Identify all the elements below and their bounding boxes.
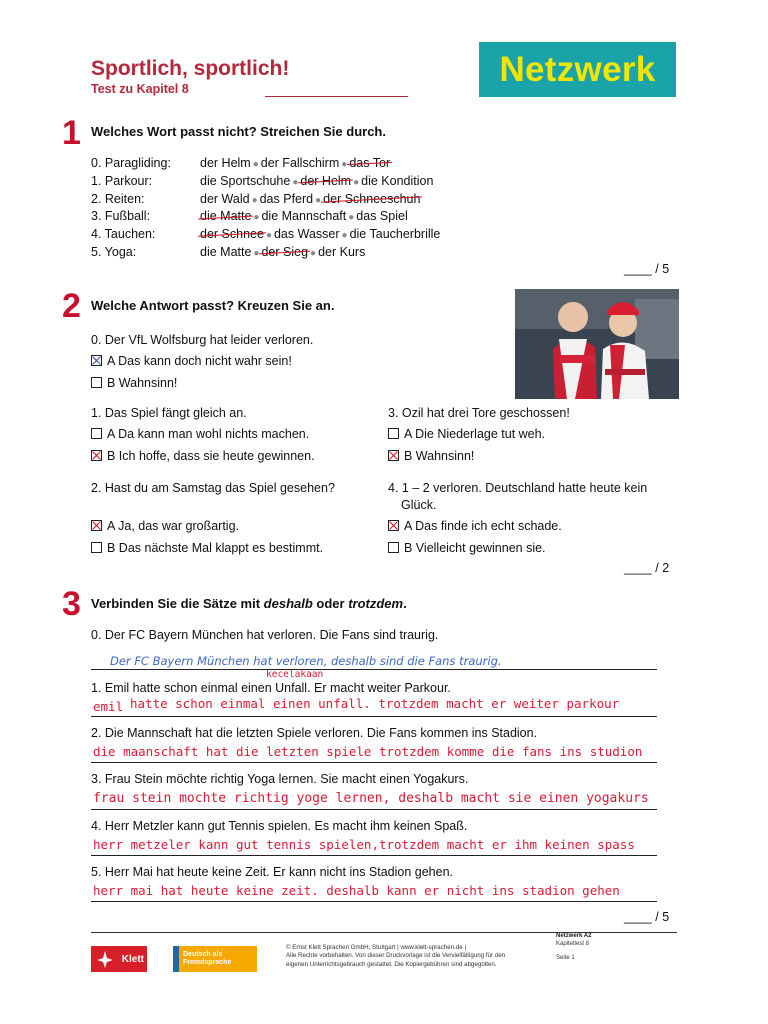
q2-option-a[interactable]: A Ja, das war großartig. <box>91 519 239 533</box>
section-2-heading: Welche Antwort passt? Kreuzen Sie an. <box>91 298 335 313</box>
word-option[interactable]: das Pferd <box>259 191 314 206</box>
sentence-3: 3. Frau Stein möchte richtig Yoga lernen. Sie macht einen Yogakurs. <box>91 772 469 786</box>
answer-1[interactable]: hatte schon einmal einen unfall. trotzdem macht er weiter parkour <box>130 696 620 711</box>
test-name: Kapiteltest 8 <box>556 940 590 947</box>
daf-logo-text: Deutsch als Fremdsprache <box>179 946 257 972</box>
daf-logo <box>173 946 257 972</box>
q2-option-b[interactable]: B Das nächste Mal klappt es bestimmt. <box>91 541 323 555</box>
question-4: 4. 1 – 2 verloren. Deutschland hatte heute kein <box>388 481 648 495</box>
copyright-line-2: Alle Rechte vorbehalten. Von dieser Druckvorlage ist die Vervielfältigung für den <box>286 952 506 960</box>
checkbox-checked[interactable] <box>388 450 399 461</box>
answer-line <box>91 855 657 856</box>
answer-line <box>91 669 657 670</box>
word-option[interactable]: die Mannschaft <box>261 209 347 224</box>
question-2: 2. Hast du am Samstag das Spiel gesehen? <box>91 481 335 495</box>
bullet-icon: ● <box>341 230 348 242</box>
answer-line <box>91 762 657 763</box>
book-name: Netzwerk A2 <box>556 933 592 939</box>
bullet-icon: ● <box>253 212 260 224</box>
answer-4[interactable]: herr metzeler kann gut tennis spielen,trotzdem macht er ihm keinen spass <box>93 837 635 852</box>
struck-word[interactable]: der Sieg <box>261 245 309 259</box>
row-words <box>200 174 433 188</box>
page-subtitle: Test zu Kapitel 8 <box>91 82 189 96</box>
sentence-4: 4. Herr Metzler kann gut Tennis spielen. Es macht ihm keinen Spaß. <box>91 819 468 833</box>
checkbox-checked[interactable] <box>91 355 102 366</box>
section-3-score: ____ / 5 <box>624 910 670 924</box>
bullet-icon: ● <box>292 176 299 188</box>
name-line <box>265 96 408 97</box>
question-3: 3. Ozil hat drei Tore geschossen! <box>388 406 570 420</box>
question-4-cont: Glück. <box>401 498 437 512</box>
section-2-number: 2 <box>62 287 81 325</box>
section-1-number: 1 <box>62 114 81 152</box>
checkbox[interactable] <box>388 542 399 553</box>
q4-option-a[interactable]: A Das finde ich echt schade. <box>388 519 562 533</box>
word-option[interactable]: die Matte <box>200 245 252 259</box>
q3-option-b[interactable]: B Wahnsinn! <box>388 449 474 463</box>
bullet-icon: ● <box>315 194 322 206</box>
klett-logo <box>91 946 147 972</box>
sentence-5: 5. Herr Mai hat heute keine Zeit. Er kann nicht ins Stadion gehen. <box>91 865 454 879</box>
row-label: 5. Yoga: <box>91 245 137 259</box>
word-option[interactable]: das Wasser <box>273 227 340 242</box>
checkbox-checked[interactable] <box>91 450 102 461</box>
word-option[interactable]: der Fallschirm <box>260 156 340 170</box>
section-1-heading: Welches Wort passt nicht? Streichen Sie durch. <box>91 124 386 139</box>
example-option-b[interactable]: B Wahnsinn! <box>91 376 177 390</box>
answer-1-start[interactable]: emil <box>93 699 124 714</box>
bullet-icon: ● <box>251 194 258 206</box>
struck-word[interactable]: der Helm <box>300 173 352 188</box>
word-option[interactable]: der Helm <box>200 156 251 170</box>
bullet-icon: ● <box>353 176 360 188</box>
bullet-icon: ● <box>341 159 348 170</box>
bullet-icon: ● <box>252 159 259 170</box>
answer-line <box>91 901 657 902</box>
checkbox-checked[interactable] <box>388 520 399 531</box>
bullet-icon: ● <box>348 212 355 224</box>
q4-option-b[interactable]: B Vielleicht gewinnen sie. <box>388 541 546 555</box>
struck-word[interactable]: das Tor <box>349 156 391 170</box>
row-words <box>200 192 420 206</box>
fans-photo <box>515 289 679 399</box>
page-number: Seite 1 <box>556 954 575 961</box>
q3-option-a[interactable]: A Die Niederlage tut weh. <box>388 427 545 441</box>
klett-emblem-icon <box>95 949 115 969</box>
struck-word[interactable]: der Schnee <box>200 227 264 242</box>
row-words <box>200 227 440 241</box>
section-3-number: 3 <box>62 585 81 623</box>
checkbox[interactable] <box>91 377 102 388</box>
klett-logo-text: Klett <box>121 953 144 965</box>
row-label: 0. Paragliding: <box>91 156 171 170</box>
row-words <box>200 209 408 223</box>
answer-line <box>91 716 657 717</box>
answer-line <box>91 809 657 810</box>
footer-meta <box>556 933 591 962</box>
answer-2[interactable]: die maanschaft hat die letzten spiele trotzdem komme die fans ins studion <box>93 744 643 759</box>
row-label: 1. Parkour: <box>91 173 153 188</box>
q1-option-a[interactable]: A Da kann man wohl nichts machen. <box>91 427 309 441</box>
copyright-text <box>286 944 536 969</box>
word-option[interactable]: der Wald <box>200 191 250 206</box>
copyright-line-1: © Ernst Klett Sprachen GmbH, Stuttgart | www.klett-sprachen.de | <box>286 944 467 951</box>
sentence-1: 1. Emil hatte schon einmal einen Unfall. Er macht weiter Parkour. <box>91 681 451 695</box>
word-option[interactable]: die Kondition <box>361 173 434 188</box>
bullet-icon: ● <box>265 230 272 242</box>
row-words <box>200 245 365 259</box>
section-1-score: ____ / 5 <box>624 262 670 276</box>
example-answer: Der FC Bayern München hat verloren, deshalb sind die Fans traurig. <box>110 654 502 668</box>
answer-3[interactable]: frau stein mochte richtig yoge lernen, deshalb macht sie einen yogakurs <box>93 791 649 806</box>
page-title: Sportlich, sportlich! <box>91 57 290 80</box>
question-1: 1. Das Spiel fängt gleich an. <box>91 406 247 420</box>
checkbox[interactable] <box>91 428 102 439</box>
struck-word[interactable]: die Matte <box>200 209 252 224</box>
example-option-a[interactable]: A Das kann doch nicht wahr sein! <box>91 354 292 368</box>
word-option[interactable]: die Sportschuhe <box>200 173 291 188</box>
word-option[interactable]: die Taucherbrille <box>349 227 441 242</box>
answer-5[interactable]: herr mai hat heute keine zeit. deshalb kann er nicht ins stadion gehen <box>93 883 620 898</box>
section-3-heading: Verbinden Sie die Sätze mit deshalb oder trotzdem. <box>91 596 407 611</box>
word-option[interactable]: der Kurs <box>318 245 366 259</box>
copyright-line-3: eigenen Unterrichtsgebrauch gestattet. Die Kopiergebühren sind abgegolten. <box>286 960 497 968</box>
netzwerk-logo: Netzwerk <box>479 42 676 97</box>
example-question: 0. Der VfL Wolfsburg hat leider verloren. <box>91 333 314 347</box>
bullet-icon: ● <box>253 248 260 259</box>
row-words <box>200 156 390 170</box>
checkbox[interactable] <box>388 428 399 439</box>
row-label: 2. Reiten: <box>91 191 145 206</box>
handwritten-note: kecelakaan <box>266 669 324 680</box>
row-label: 4. Tauchen: <box>91 227 156 242</box>
sentence-2: 2. Die Mannschaft hat die letzten Spiele verloren. Die Fans kommen ins Stadion. <box>91 726 538 740</box>
checkbox[interactable] <box>91 542 102 553</box>
example-sentence: 0. Der FC Bayern München hat verloren. Die Fans sind traurig. <box>91 628 439 642</box>
checkbox-checked[interactable] <box>91 520 102 531</box>
q1-option-b[interactable]: B Ich hoffe, dass sie heute gewinnen. <box>91 449 315 463</box>
word-option[interactable]: das Spiel <box>356 209 408 224</box>
struck-word[interactable]: der Schneeschuh <box>323 191 421 206</box>
bullet-icon: ● <box>310 248 317 259</box>
section-2-score: ____ / 2 <box>624 561 670 575</box>
row-label: 3. Fußball: <box>91 209 151 224</box>
